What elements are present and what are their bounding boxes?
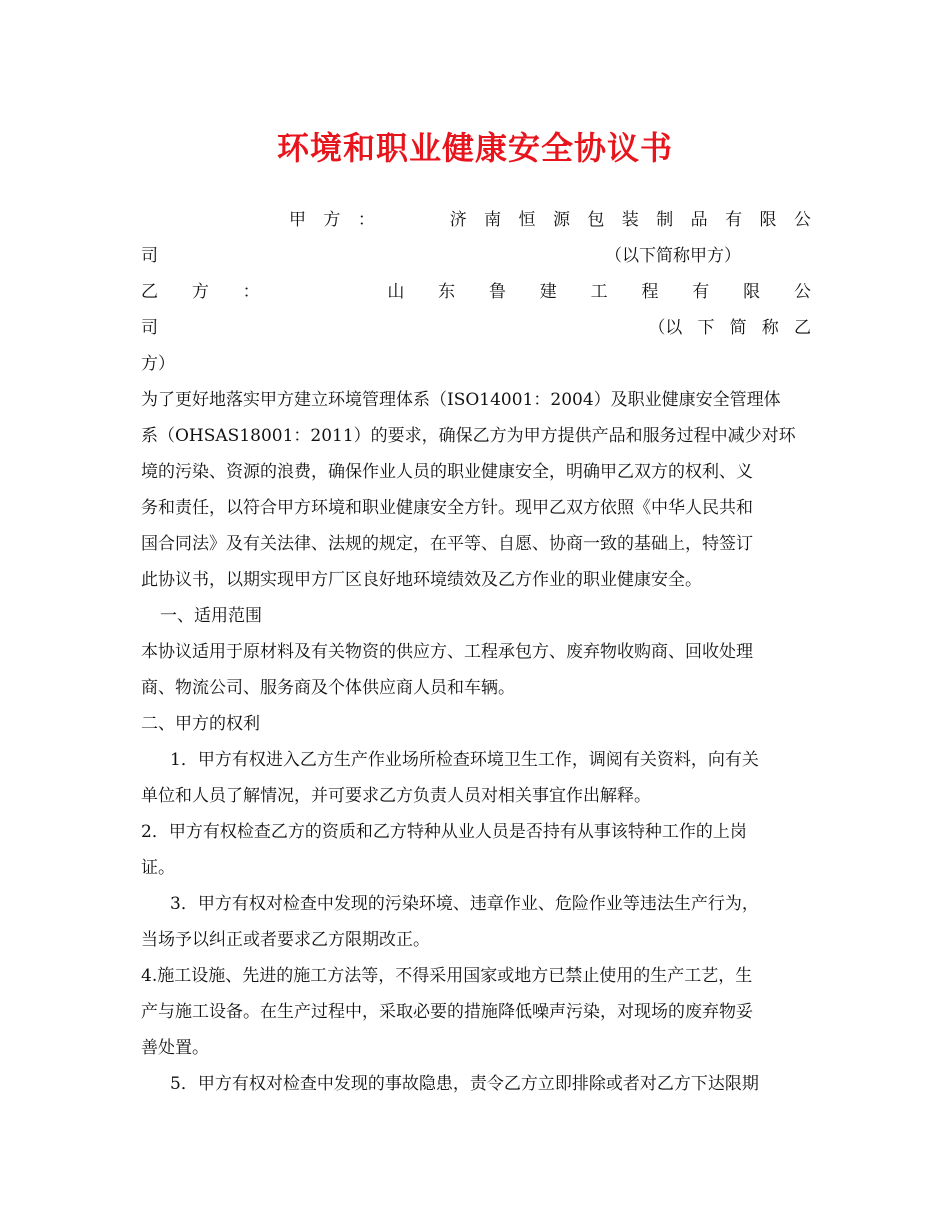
list-item: 3．甲方有权对检查中发现的污染环境、违章作业、危险作业等违法生产行为， (170, 894, 759, 914)
paragraph-line: 境的污染、资源的浪费，确保作业人员的职业健康安全，明确甲乙双方的权利、义 (141, 462, 753, 482)
party-b-name-char: 东 (438, 282, 456, 302)
party-a-name-char: 限 (759, 210, 777, 230)
party-b-name-end: 司 (141, 318, 158, 338)
party-b-line (141, 281, 811, 303)
paragraph-line: 系（OHSAS18001：2011）的要求，确保乙方为甲方提供产品和服务过程中减少对环 (141, 426, 796, 446)
party-a-name-char: 恒 (518, 210, 536, 230)
party-a-name-char: 济 (449, 210, 467, 230)
party-a-label-char: 甲 (289, 210, 306, 230)
party-b-name-char: 山 (387, 282, 405, 302)
paragraph-line: 为了更好地落实甲方建立环境管理体系（ISO14001：2004）及职业健康安全管理体 (141, 390, 781, 410)
party-a-label-char: ： (357, 210, 375, 230)
party-b-abbr-char: 下 (697, 318, 715, 338)
party-a-line (289, 209, 811, 231)
document-title: 环境和职业健康安全协议书 (276, 129, 673, 167)
party-b-name-char: 鲁 (488, 282, 506, 302)
party-b-label-char: 方 (191, 282, 209, 302)
list-item-continuation: 当场予以纠正或者要求乙方限期改正。 (141, 930, 430, 950)
party-b-name-char: 建 (539, 282, 557, 302)
party-a-label-char: 方 (323, 210, 341, 230)
party-b-abbr-char: 简 (729, 318, 747, 338)
party-a-abbreviation: （以下简称甲方） (605, 246, 741, 266)
party-b-name-char: 公 (793, 282, 811, 302)
list-item: 1．甲方有权进入乙方生产作业场所检查环境卫生工作，调阅有关资料，向有关 (170, 750, 759, 770)
party-b-abbr-char: （以 (648, 318, 683, 338)
party-b-abbr-end: 方） (141, 354, 175, 374)
party-a-name-char: 公 (793, 210, 811, 230)
party-a-name-char: 装 (621, 210, 639, 230)
paragraph-line: 务和责任，以符合甲方环境和职业健康安全方针。现甲乙双方依照《中华人民共和 (141, 498, 753, 518)
list-item: 2．甲方有权检查乙方的资质和乙方特种从业人员是否持有从事该特种工作的上岗 (141, 822, 747, 842)
paragraph-line: 此协议书，以期实现甲方厂区良好地环境绩效及乙方作业的职业健康安全。 (141, 570, 702, 590)
party-a-line-2 (141, 245, 811, 267)
list-item-continuation: 善处置。 (141, 1038, 209, 1058)
section-heading: 二、甲方的权利 (141, 714, 260, 734)
paragraph-line: 本协议适用于原材料及有关物资的供应方、工程承包方、废弃物收购商、回收处理 (141, 642, 753, 662)
party-a-name-char: 品 (690, 210, 708, 230)
party-b-name-char: 程 (641, 282, 659, 302)
party-b-abbr-char: 称 (761, 318, 779, 338)
section-heading: 一、适用范围 (160, 606, 262, 626)
paragraph-line: 国合同法》及有关法律、法规的规定，在平等、自愿、协商一致的基础上，特签订 (141, 534, 753, 554)
party-a-name-char: 源 (552, 210, 570, 230)
party-a-name-char: 制 (656, 210, 674, 230)
list-item-continuation: 产与施工设备。在生产过程中，采取必要的措施降低噪声污染，对现场的废弃物妥 (141, 1002, 753, 1022)
party-a-name-char: 南 (484, 210, 502, 230)
party-b-name-char: 工 (590, 282, 608, 302)
party-a-name-char: 包 (587, 210, 605, 230)
list-item: 4.施工设施、先进的施工方法等，不得采用国家或地方已禁止使用的生产工艺，生 (141, 966, 753, 986)
party-a-name-end: 司 (141, 246, 158, 266)
paragraph-line: 商、物流公司、服务商及个体供应商人员和车辆。 (141, 678, 515, 698)
party-b-abbr-char: 乙 (793, 318, 811, 338)
list-item-continuation: 证。 (141, 858, 175, 878)
list-item: 5．甲方有权对检查中发现的事故隐患，责令乙方立即排除或者对乙方下达限期 (170, 1074, 759, 1094)
party-b-name-char: 限 (743, 282, 761, 302)
list-item-continuation: 单位和人员了解情况，并可要求乙方负责人员对相关事宜作出解释。 (141, 786, 651, 806)
party-b-label-char: 乙 (141, 282, 158, 302)
party-b-line-2 (141, 317, 811, 339)
party-b-label-char: ： (242, 282, 260, 302)
party-a-name-char: 有 (725, 210, 743, 230)
party-b-name-char: 有 (692, 282, 710, 302)
